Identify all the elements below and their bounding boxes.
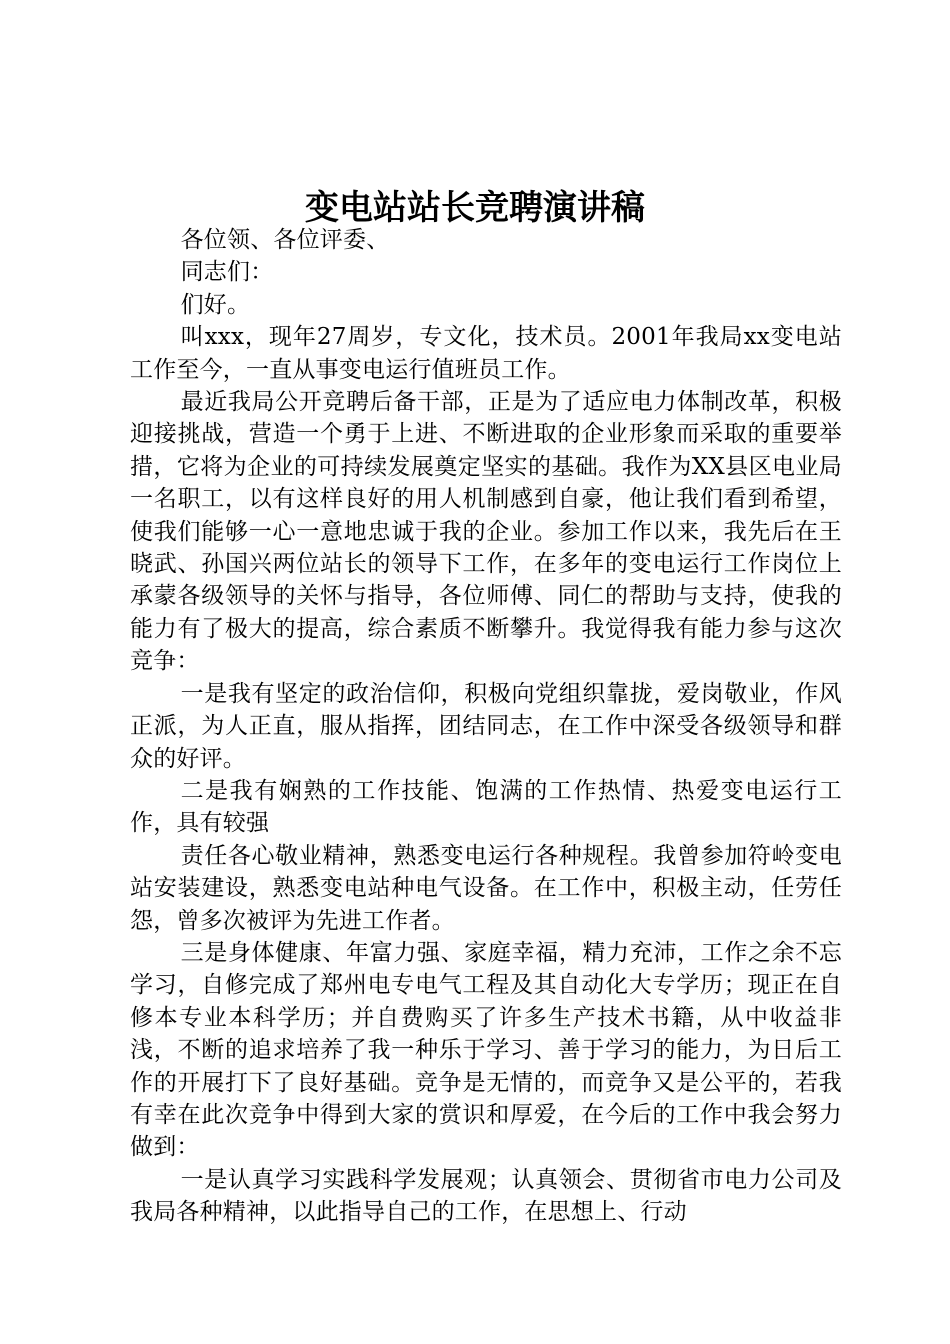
document-title: 变电站站长竞聘演讲稿 <box>305 188 645 228</box>
paragraph: 一是我有坚定的政治信仰，积极向党组织靠拢，爱岗敬业，作风正派，为人正直，服从指挥，团结同志，在工作中深受各级领导和群众的好评。 <box>130 680 842 772</box>
paragraph: 叫xxx，现年27周岁，专文化，技术员。2001年我局xx变电站工作至今，一直从事变电运行值班员工作。 <box>130 324 842 383</box>
paragraph: 责任各心敬业精神，熟悉变电运行各种规程。我曾参加符岭变电站安装建设，熟悉变电站种电气设备。在工作中，积极主动，任劳任怨，曾多次被评为先进工作者。 <box>130 842 842 934</box>
paragraph: 三是身体健康、年富力强、家庭幸福，精力充沛，工作之余不忘学习，自修完成了郑州电专电气工程及其自动化大专学历；现正在自修本专业本科学历；并自费购买了许多生产技术书籍，从中收益非浅，不断的追求培养了我一种乐于学习、善于学习的能力，为日后工作的开展打下了良好基础。竞争是无情的，而竞争又是公平的，若我有幸在此次竞争中得到大家的赏识和厚爱，在今后的工作中我会努力做到： <box>130 939 842 1161</box>
paragraph: 最近我局公开竞聘后备干部，正是为了适应电力体制改革，积极迎接挑战，营造一个勇于上进、不断进取的企业形象而采取的重要举措，它将为企业的可持续发展奠定坚实的基础。我作为XX县区电业局一名职工，以有这样良好的用人机制感到自豪，他让我们看到希望，使我们能够一心一意地忠诚于我的企业。参加工作以来，我先后在王晓武、孙国兴两位站长的领导下工作，在多年的变电运行工作岗位上承蒙各级领导的关怀与指导，各位师傅、同仁的帮助与支持，使我的能力有了极大的提高，综合素质不断攀升。我觉得我有能力参与这次竞争： <box>130 389 842 675</box>
paragraph: 二是我有娴熟的工作技能、饱满的工作热情、热爱变电运行工作，具有较强 <box>130 777 842 837</box>
document-body <box>130 224 842 1229</box>
paragraph: 各位领、各位评委、 <box>180 227 390 253</box>
paragraph: 们好。 <box>180 291 251 318</box>
paragraph: 同志们： <box>180 259 274 286</box>
paragraph: 一是认真学习实践科学发展观；认真领会、贯彻省市电力公司及我局各种精神，以此指导自己的工作，在思想上、行动 <box>130 1166 842 1226</box>
